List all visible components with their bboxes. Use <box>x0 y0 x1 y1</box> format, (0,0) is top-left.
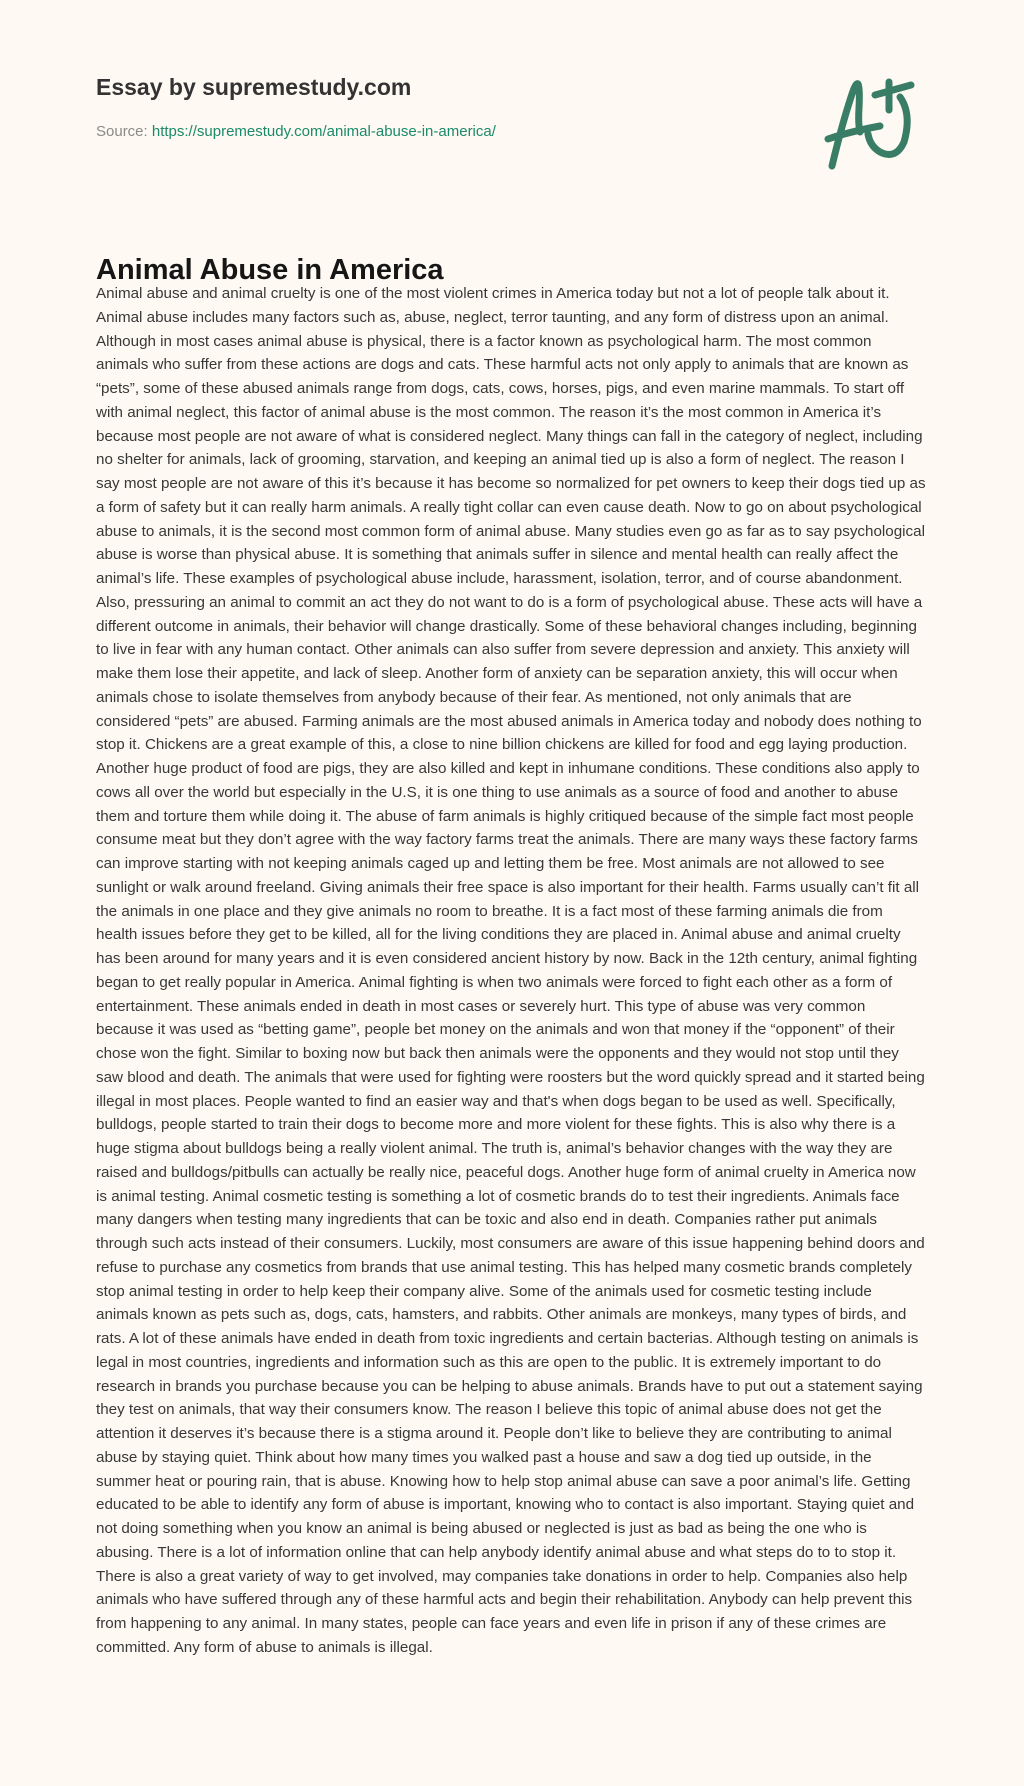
page-header <box>0 0 1024 230</box>
site-title: Essay by supremestudy.com <box>96 74 412 100</box>
essay-body: Animal abuse and animal cruelty is one of the most violent crimes in America today but not a lot of people talk about it. Animal abuse includes many factors such as, abuse, neglect, terror taunting, and any form of distress upon an animal. Although in most cases animal abuse is physical, there is a factor known as psychological harm. The most common animals who suffer from these actions are dogs and cats. These harmful acts not only apply to animals that are known as “pets”, some of these abused animals range from dogs, cats, cows, horses, pigs, and even marine mammals. To start off with animal neglect, this factor of animal abuse is the most common. The reason it’s the most common in America it’s because most people are not aware of what is considered neglect. Many things can fall in the category of neglect, including no shelter for animals, lack of grooming, starvation, and keeping an animal tied up is also a form of neglect. The reason I say most people are not aware of this it’s because it has become so normalized for pet owners to keep their dogs tied up as a form of safety but it can really harm animals. A really tight collar can even cause death. Now to go on about psychological abuse to animals, it is the second most common form of animal abuse. Many studies even go as far as to say psychological abuse is worse than physical abuse. It is something that animals suffer in silence and mental health can really affect the animal’s life. These examples of psychological abuse include, harassment, isolation, terror, and of course abandonment. Also, pressuring an animal to commit an act they do not want to do is a form of psychological abuse. These acts will have a different outcome in animals, their behavior will change drastically. Some of these behavioral changes including, beginning to live in fear with any human contact. Other animals can also suffer from severe depression and anxiety. This anxiety will make them lose their appetite, and lack of sleep. Another form of anxiety can be separation anxiety, this will occur when animals chose to isolate themselves from anybody because of their fear. As mentioned, not only animals that are considered “pets” are abused. Farming animals are the most abused animals in America today and nobody does nothing to stop it. Chickens are a great example of this, a close to nine billion chickens are killed for food and egg laying production. Another huge product of food are pigs, they are also killed and kept in inhumane conditions. These conditions also apply to cows all over the world but especially in the U.S, it is one thing to use animals as a source of food and another to abuse them and torture them while doing it. The abuse of farm animals is highly critiqued because of the simple fact most people consume meat but they don’t agree with the way factory farms treat the animals. There are many ways these factory farms can improve starting with not keeping animals caged up and letting them be free. Most animals are not allowed to see sunlight or walk around freeland. Giving animals their free space is also important for their health. Farms usually can’t fit all the animals in one place and they give animals no room to breathe. It is a fact most of these farming animals die from health issues before they get to be killed, all for the living conditions they are placed in. Animal abuse and animal cruelty has been around for many years and it is even considered ancient history by now. Back in the 12th century, animal fighting began to get really popular in America. Animal fighting is when two animals were forced to fight each other as a form of entertainment. These animals ended in death in most cases or severely hurt. This type of abuse was very common because it was used as “betting game”, people bet money on the animals and won that money if the “opponent” of their chose won the fight. Similar to boxing now but back then animals were the opponents and they would not stop until they saw blood and death. The animals that were used for fighting were roosters but the word quickly spread and it started being illegal in most places. People wanted to find an easier way and that's when dogs began to be used as well. Specifically, bulldogs, people started to train their dogs to become more and more violent for these fights. This is also why there is a huge stigma about bulldogs being a really violent animal. The truth is, animal’s behavior changes with the way they are raised and bulldogs/pitbulls can actually be really nice, peaceful dogs. Another huge form of animal cruelty in America now is animal testing. Animal cosmetic testing is something a lot of cosmetic brands do to test their ingredients. Animals face many dangers when testing many ingredients that can be toxic and also end in death. Companies rather put animals through such acts instead of their consumers. Luckily, most consumers are aware of this issue happening behind doors and refuse to purchase any cosmetics from brands that use animal testing. This has helped many cosmetic brands completely stop animal testing in order to help keep their company alive. Some of the animals used for cosmetic testing include animals known as pets such as, dogs, cats, hamsters, and rabbits. Other animals are monkeys, many types of birds, and rats. A lot of these animals have ended in death from toxic ingredients and certain bacterias. Although testing on animals is legal in most countries, ingredients and information such as this are open to the public. It is extremely important to do research in brands you purchase because you can be helping to abuse animals. Brands have to put out a statement saying they test on animals, that way their consumers know. The reason I believe this topic of animal abuse does not get the attention it deserves it’s because there is a stigma around it. People don’t like to believe they are contributing to animal abuse by staying quiet. Think about how many times you walked past a house and saw a dog tied up outside, in the summer heat or pouring rain, that is abuse. Knowing how to help stop animal abuse can save a poor animal’s life. Getting educated to be able to identify any form of abuse is important, knowing who to contact is also important. Staying quiet and not doing something when you know an animal is being abused or neglected is just as bad as being the one who is abusing. There is a lot of information online that can help anybody identify animal abuse and what steps do to to stop it. There is also a great variety of way to get involved, may companies take donations in order to help. Companies also help animals who have suffered through any of these harmful acts and begin their rehabilitation. Anybody can help prevent this from happening to any animal. In many states, people can face years and even life in prison if any of these crimes are committed. Any form of abuse to animals is illegal. <box>96 285 926 1656</box>
source-line <box>96 123 496 140</box>
source-label: Source: <box>96 123 152 140</box>
source-link[interactable]: https://supremestudy.com/animal-abuse-in-america/ <box>151 123 496 140</box>
a-plus-grade-icon <box>820 64 930 174</box>
essay-title: Animal Abuse in America <box>96 254 444 286</box>
